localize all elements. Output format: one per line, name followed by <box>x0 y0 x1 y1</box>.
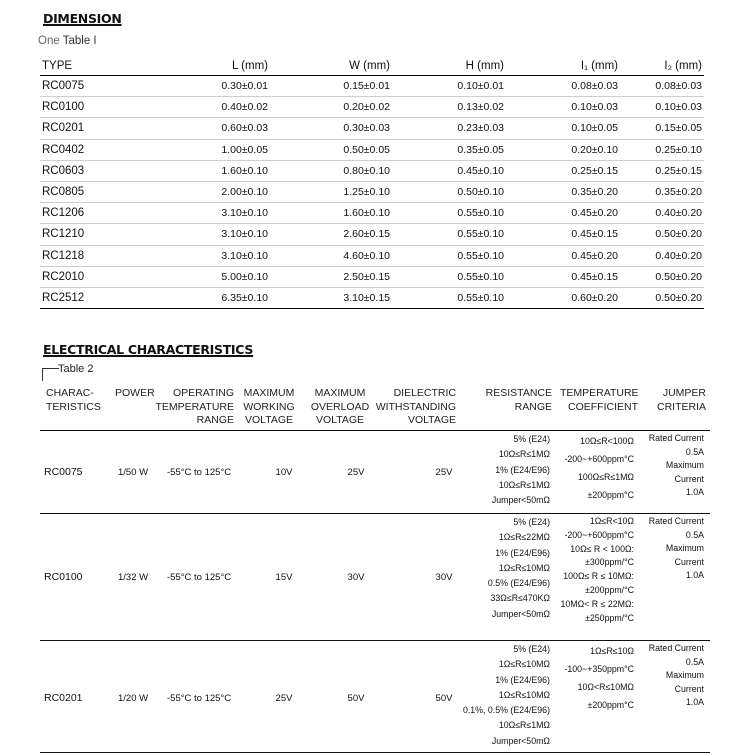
table-row <box>40 118 704 139</box>
jumper-criteria <box>634 515 704 583</box>
dimension-caption <box>38 35 97 47</box>
table-row <box>40 287 704 308</box>
jumper-line: Current <box>674 556 704 567</box>
table-row <box>40 224 704 245</box>
header-type: TYPE <box>40 57 150 76</box>
header-line: OPERATING <box>172 387 234 399</box>
cell-l: 1.60±0.10 <box>150 160 286 181</box>
row-type: RC0201 <box>44 691 83 704</box>
row-dielectric-voltage: 50V <box>435 692 453 704</box>
jumper-line: Rated Current <box>648 516 704 526</box>
header-line: CHARAC- <box>46 387 94 399</box>
dimension-heading: DIMENSION <box>43 11 122 26</box>
caption-bracket <box>42 368 59 381</box>
cell-h: 0.55±0.10 <box>400 287 514 308</box>
cell-type: RC0201 <box>40 118 150 139</box>
header-h: H (mm) <box>400 57 514 76</box>
cell-l: 5.00±0.10 <box>150 266 286 287</box>
cell-type: RC0603 <box>40 160 150 181</box>
header-dielectric <box>372 387 456 428</box>
header-line: TEMPERATURE <box>155 400 234 413</box>
cell-w: 0.50±0.05 <box>286 139 400 160</box>
jumper-line: 1.0A <box>685 487 704 497</box>
header-operating <box>154 387 234 428</box>
cell-l: 1.00±0.05 <box>150 139 286 160</box>
cell-h: 0.55±0.10 <box>400 203 514 224</box>
tempco-line: -100~+350ppm°C <box>564 664 634 674</box>
tempco-line: -200~+600ppm°C <box>564 454 634 464</box>
tempco-line: 1Ω≤R<10Ω <box>589 516 634 526</box>
cell-l: 0.30±0.01 <box>150 76 286 97</box>
row-working-voltage: 10V <box>275 466 293 478</box>
resistance-line: 5% (E24) <box>513 434 550 444</box>
cell-type: RC1218 <box>40 245 150 266</box>
table-caption: Table I <box>62 35 97 47</box>
row-type: RC0100 <box>44 570 83 583</box>
row-operating-temp: -55°C to 125°C <box>167 571 232 583</box>
header-divider <box>40 430 710 431</box>
header-line: WITHSTANDING <box>375 400 456 413</box>
header-i2: I₂ (mm) <box>628 57 704 76</box>
header-line: MAXIMUM <box>314 387 366 399</box>
jumper-line: Rated Current <box>648 643 704 653</box>
jumper-criteria <box>634 642 704 710</box>
table-row <box>40 181 704 202</box>
header-jumper <box>650 387 706 414</box>
row-overload-voltage: 30V <box>347 571 365 583</box>
temperature-coefficient <box>552 432 634 504</box>
header-l: L (mm) <box>150 57 286 76</box>
row-working-voltage: 25V <box>275 692 293 704</box>
row-power: 1/32 W <box>118 571 149 583</box>
cell-h: 0.23±0.03 <box>400 118 514 139</box>
jumper-line: Maximum <box>665 543 704 553</box>
resistance-line: 0.1%, 0.5% (E24/E96) <box>462 705 550 716</box>
cell-type: RC1206 <box>40 203 150 224</box>
row-operating-temp: -55°C to 125°C <box>167 466 232 478</box>
resistance-line: Jumper<50mΩ <box>491 495 550 506</box>
caption-prefix: One <box>38 35 60 47</box>
jumper-line: Maximum <box>665 460 704 470</box>
cell-h: 0.50±0.10 <box>400 181 514 202</box>
cell-w: 2.50±0.15 <box>286 266 400 287</box>
tempco-line: 10MΩ< R ≤ 22MΩ: <box>560 598 634 609</box>
dimension-table <box>40 57 704 309</box>
cell-i1: 0.10±0.05 <box>514 118 628 139</box>
cell-i1: 0.45±0.20 <box>514 203 628 224</box>
header-line: TERISTICS <box>46 400 101 413</box>
row-divider <box>40 513 710 514</box>
table-row <box>40 160 704 181</box>
electrical-heading: ELECTRICAL CHARACTERISTICS <box>43 342 254 357</box>
jumper-line: Rated Current <box>648 433 704 443</box>
header-line: COEFFICIENT <box>568 400 638 413</box>
tempco-line: 10Ω≤R<100Ω <box>580 436 634 446</box>
cell-i2: 0.50±0.20 <box>628 224 704 245</box>
tempco-line: ±200ppm°C <box>587 700 634 710</box>
cell-l: 0.60±0.03 <box>150 118 286 139</box>
table-row <box>40 245 704 266</box>
cell-w: 3.10±0.15 <box>286 287 400 308</box>
header-line: WORKING <box>243 400 295 413</box>
table-row <box>40 97 704 118</box>
header-line: POWER <box>115 387 155 399</box>
cell-i2: 0.25±0.15 <box>628 160 704 181</box>
resistance-range <box>440 515 550 622</box>
header-line: VOLTAGE <box>315 414 365 426</box>
header-line: RESISTANCE <box>485 387 552 399</box>
cell-i2: 0.08±0.03 <box>628 76 704 97</box>
cell-i2: 0.40±0.20 <box>628 245 704 266</box>
cell-h: 0.10±0.01 <box>400 76 514 97</box>
cell-h: 0.55±0.10 <box>400 266 514 287</box>
tempco-line: ±200ppm/°C <box>585 584 634 595</box>
resistance-line: 10Ω≤R≤1MΩ <box>498 720 550 731</box>
resistance-line: Jumper<50mΩ <box>491 735 550 746</box>
cell-type: RC2512 <box>40 287 150 308</box>
header-working <box>240 387 298 428</box>
row-overload-voltage: 25V <box>347 466 365 478</box>
resistance-line: 33Ω≤R≤470KΩ <box>490 593 550 604</box>
resistance-line: 1Ω≤R≤10MΩ <box>498 562 550 573</box>
cell-l: 3.10±0.10 <box>150 203 286 224</box>
cell-i1: 0.20±0.10 <box>514 139 628 160</box>
cell-i1: 0.45±0.15 <box>514 266 628 287</box>
cell-i2: 0.10±0.03 <box>628 97 704 118</box>
table-header-row <box>40 57 704 76</box>
cell-l: 6.35±0.10 <box>150 287 286 308</box>
cell-i2: 0.35±0.20 <box>628 181 704 202</box>
row-divider <box>40 640 710 641</box>
resistance-line: 1Ω≤R≤10MΩ <box>498 659 550 670</box>
resistance-line: 1Ω≤R≤10MΩ <box>498 689 550 700</box>
row-operating-temp: -55°C to 125°C <box>167 692 232 704</box>
resistance-line: 10Ω≤R≤1MΩ <box>498 479 550 490</box>
cell-i2: 0.15±0.05 <box>628 118 704 139</box>
cell-type: RC2010 <box>40 266 150 287</box>
tempco-line: 10Ω<R≤10MΩ <box>577 682 634 692</box>
cell-i2: 0.40±0.20 <box>628 203 704 224</box>
row-dielectric-voltage: 25V <box>435 466 453 478</box>
header-line: VOLTAGE <box>407 414 456 426</box>
header-line: RANGE <box>514 400 552 413</box>
row-dielectric-voltage: 30V <box>435 571 453 583</box>
cell-l: 3.10±0.10 <box>150 224 286 245</box>
cell-h: 0.55±0.10 <box>400 245 514 266</box>
resistance-line: 1Ω≤R≤22MΩ <box>498 532 550 543</box>
cell-l: 2.00±0.10 <box>150 181 286 202</box>
cell-i1: 0.25±0.15 <box>514 160 628 181</box>
resistance-line: 5% (E24) <box>513 517 550 527</box>
cell-w: 4.60±0.10 <box>286 245 400 266</box>
header-line: TEMPERATURE <box>560 387 639 399</box>
table-row <box>40 203 704 224</box>
resistance-line: 1% (E24/E96) <box>495 464 550 475</box>
header-line: DIELECTRIC <box>393 387 456 399</box>
cell-h: 0.55±0.10 <box>400 224 514 245</box>
tempco-line: 100Ω≤R≤1MΩ <box>577 472 634 482</box>
tempco-line: ±300ppm/°C <box>585 557 634 568</box>
tempco-line: -200~+600ppm°C <box>564 529 634 540</box>
cell-i1: 0.45±0.15 <box>514 224 628 245</box>
header-line: VOLTAGE <box>244 414 294 426</box>
header-w: W (mm) <box>286 57 400 76</box>
row-divider <box>40 752 710 753</box>
cell-w: 0.30±0.03 <box>286 118 400 139</box>
jumper-criteria <box>634 432 704 500</box>
cell-type: RC0075 <box>40 76 150 97</box>
jumper-line: 1.0A <box>685 697 704 707</box>
table-row <box>40 76 704 97</box>
header-overload <box>308 387 372 428</box>
cell-w: 0.80±0.10 <box>286 160 400 181</box>
tempco-line: 10Ω≤ R < 100Ω: <box>570 543 634 554</box>
cell-i2: 0.25±0.10 <box>628 139 704 160</box>
header-tempco <box>560 387 638 414</box>
tempco-line: 1Ω≤R≤10Ω <box>590 646 634 656</box>
row-overload-voltage: 50V <box>347 692 365 704</box>
cell-h: 0.45±0.10 <box>400 160 514 181</box>
jumper-line: 0.5A <box>685 656 704 667</box>
row-power: 1/50 W <box>118 466 149 478</box>
cell-w: 0.20±0.02 <box>286 97 400 118</box>
table-row <box>40 266 704 287</box>
temperature-coefficient <box>552 515 634 625</box>
tempco-line: 100Ω≤ R ≤ 10MΩ: <box>563 571 634 582</box>
table-row <box>40 139 704 160</box>
cell-w: 1.60±0.10 <box>286 203 400 224</box>
cell-type: RC0402 <box>40 139 150 160</box>
cell-i1: 0.35±0.20 <box>514 181 628 202</box>
temperature-coefficient <box>552 642 634 714</box>
cell-h: 0.35±0.05 <box>400 139 514 160</box>
cell-i1: 0.08±0.03 <box>514 76 628 97</box>
cell-w: 2.60±0.15 <box>286 224 400 245</box>
cell-type: RC0805 <box>40 181 150 202</box>
table2-caption: Table 2 <box>58 363 94 375</box>
header-line: CRITERIA <box>656 400 706 413</box>
cell-i1: 0.60±0.20 <box>514 287 628 308</box>
cell-type: RC0100 <box>40 97 150 118</box>
jumper-line: 0.5A <box>685 446 704 457</box>
jumper-line: Current <box>674 683 704 694</box>
row-power: 1/20 W <box>118 692 149 704</box>
resistance-line: 10Ω≤R≤1MΩ <box>498 449 550 460</box>
cell-i1: 0.45±0.20 <box>514 245 628 266</box>
row-type: RC0075 <box>44 465 83 478</box>
tempco-line: ±250ppm/°C <box>585 612 634 623</box>
resistance-line: 0.5% (E24/E96) <box>487 578 550 589</box>
jumper-line: 1.0A <box>685 570 704 580</box>
jumper-line: Maximum <box>665 670 704 680</box>
row-working-voltage: 15V <box>275 571 293 583</box>
cell-i1: 0.10±0.03 <box>514 97 628 118</box>
header-line: JUMPER <box>662 387 706 399</box>
header-characteristics <box>46 387 101 414</box>
jumper-line: Current <box>674 473 704 484</box>
jumper-line: 0.5A <box>685 529 704 540</box>
resistance-line: 1% (E24/E96) <box>495 547 550 558</box>
cell-l: 3.10±0.10 <box>150 245 286 266</box>
header-resistance <box>478 387 552 414</box>
cell-h: 0.13±0.02 <box>400 97 514 118</box>
cell-i2: 0.50±0.20 <box>628 287 704 308</box>
header-i1: I₁ (mm) <box>514 57 628 76</box>
header-line: OVERLOAD <box>310 400 370 413</box>
header-line: RANGE <box>196 414 234 426</box>
resistance-line: 5% (E24) <box>513 644 550 654</box>
cell-l: 0.40±0.02 <box>150 97 286 118</box>
cell-type: RC1210 <box>40 224 150 245</box>
resistance-line: Jumper<50mΩ <box>491 608 550 619</box>
header-power <box>115 387 155 401</box>
cell-i2: 0.50±0.20 <box>628 266 704 287</box>
tempco-line: ±200ppm°C <box>587 490 634 500</box>
cell-w: 1.25±0.10 <box>286 181 400 202</box>
header-line: MAXIMUM <box>243 387 295 399</box>
cell-w: 0.15±0.01 <box>286 76 400 97</box>
resistance-line: 1% (E24/E96) <box>495 674 550 685</box>
